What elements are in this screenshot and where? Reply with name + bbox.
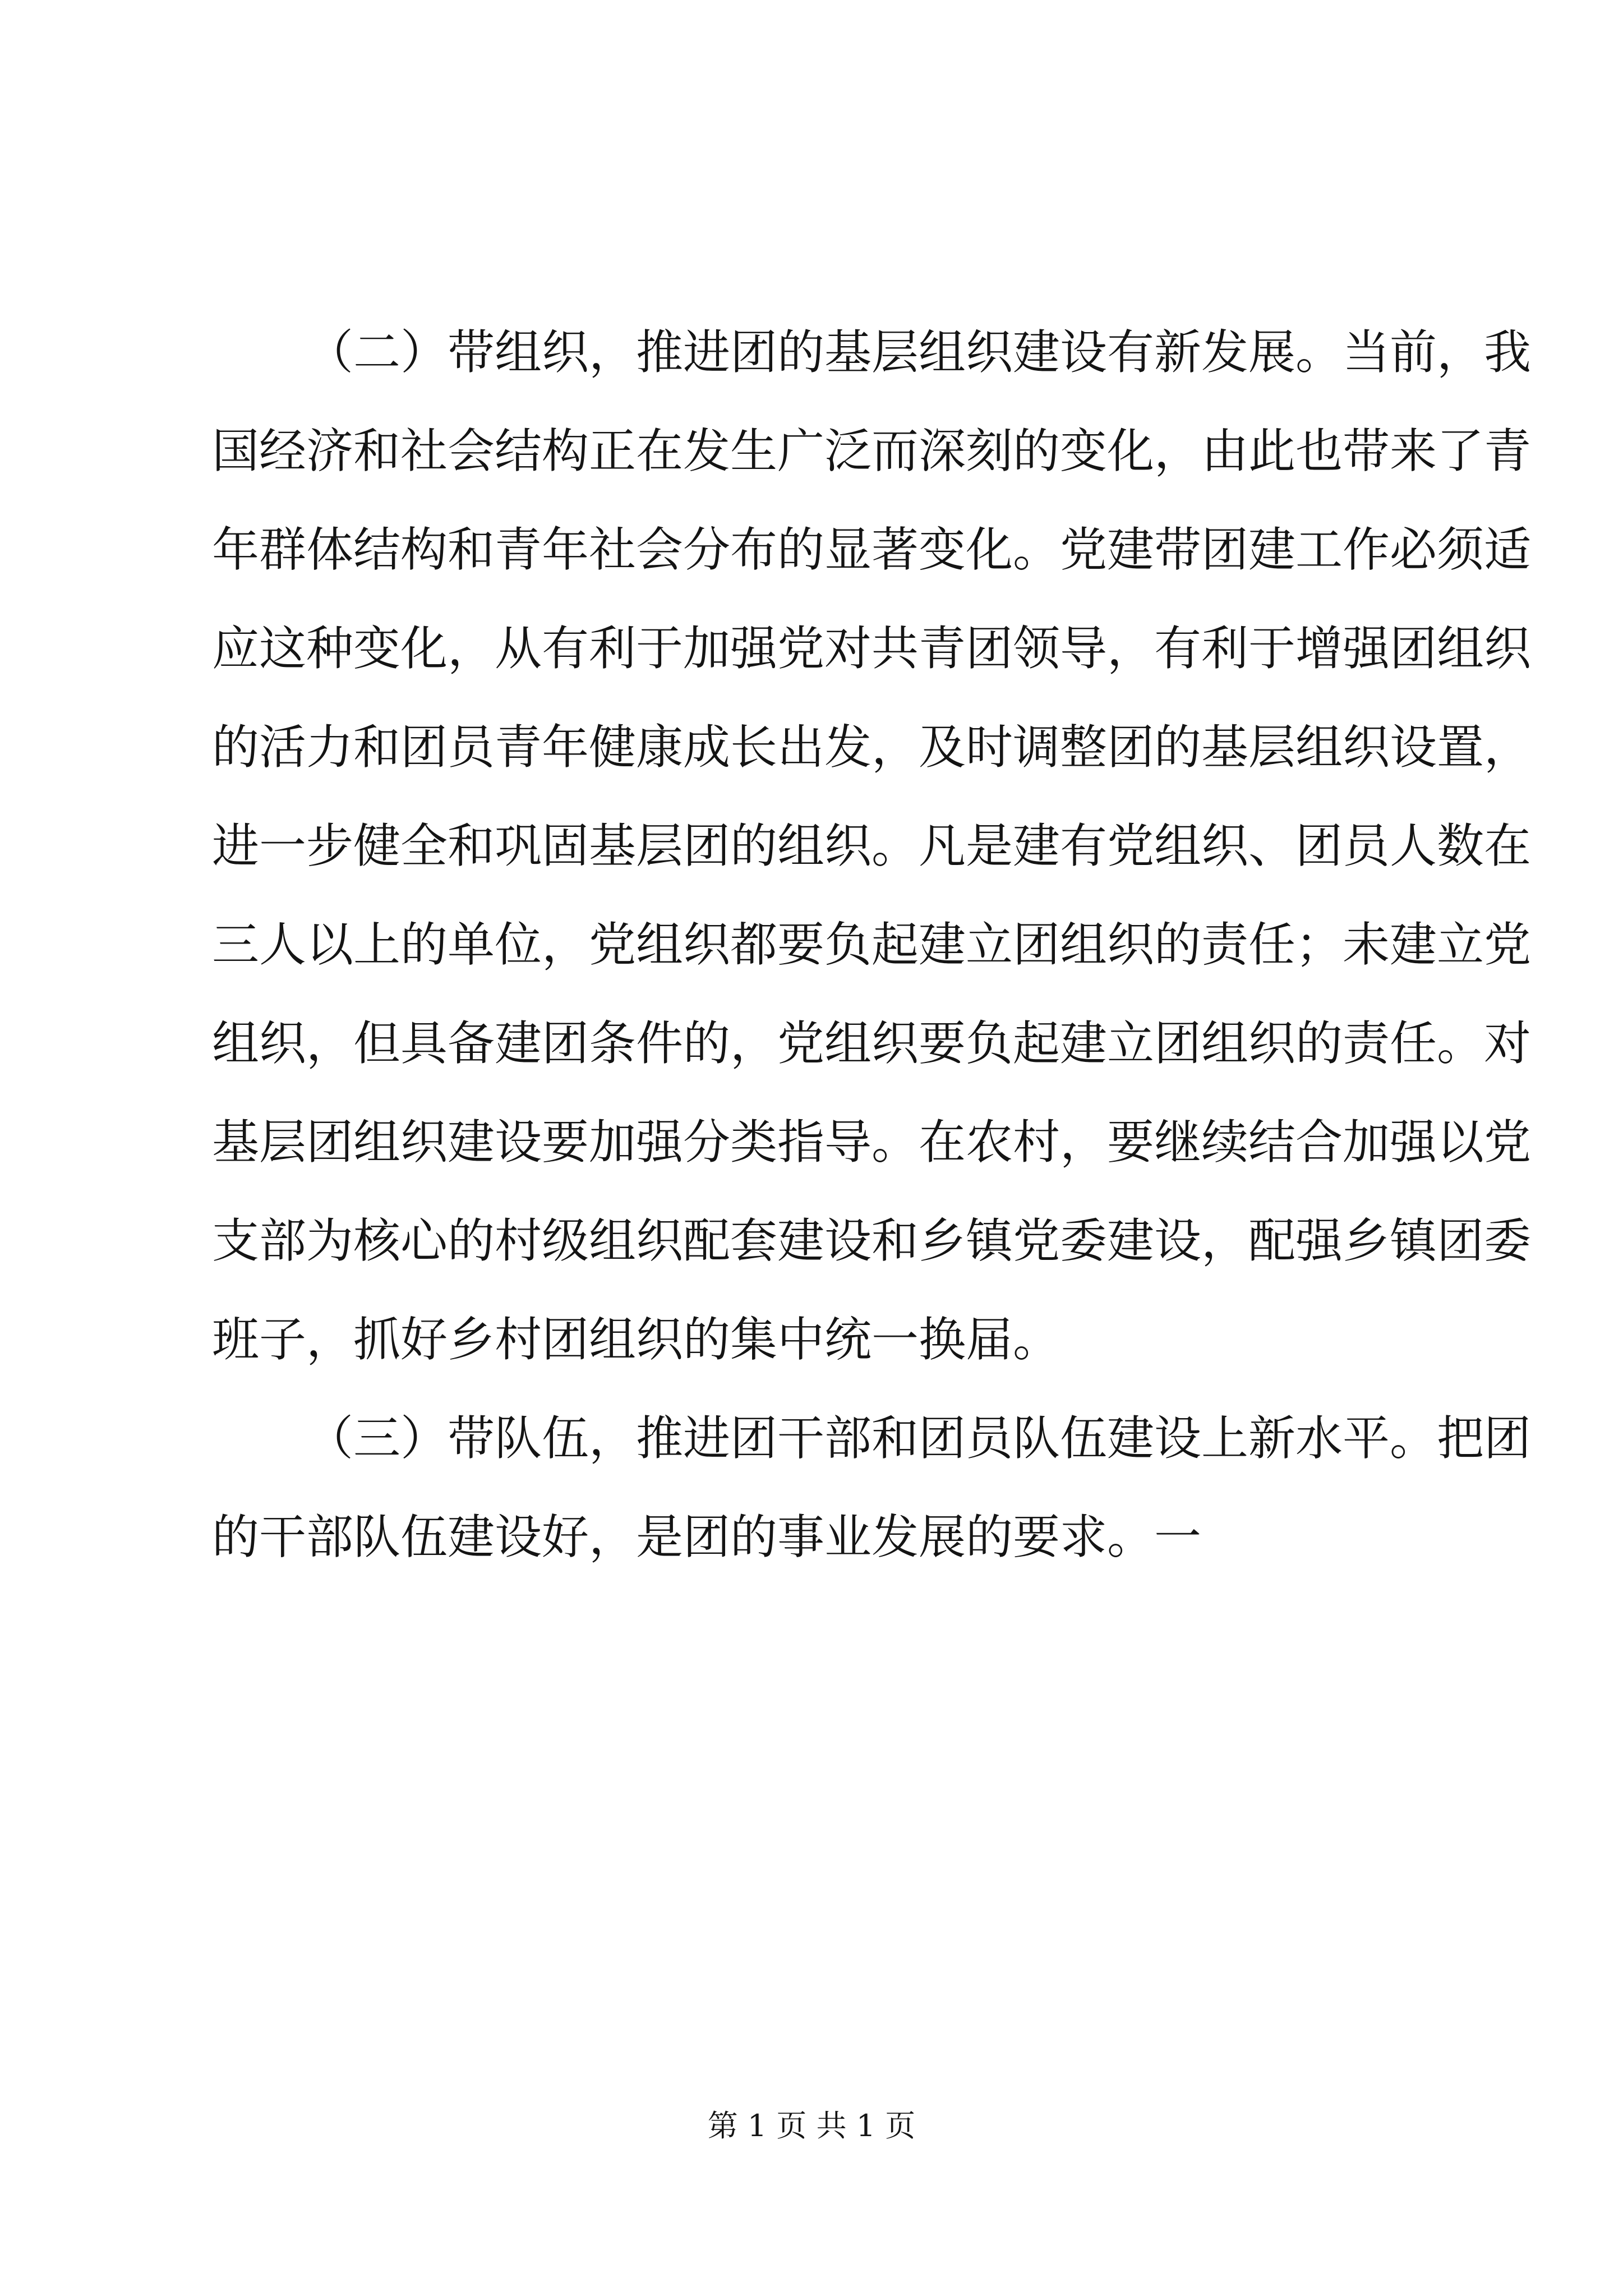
text-line: 的活力和团员青年健康成长出发，及时调整团的基层组织设置， — [212, 720, 1532, 775]
text-line: 进一步健全和巩固基层团的组织。凡是建有党组织、团员人数在 — [212, 818, 1532, 873]
text-line: 基层团组织建设要加强分类指导。在农村，要继续结合加强以党 — [212, 1115, 1532, 1170]
text-line: （二）带组织，推进团的基层组织建设有新发展。当前，我 — [306, 325, 1532, 380]
text-line: 国经济和社会结构正在发生广泛而深刻的变化，由此也带来了青 — [212, 424, 1532, 478]
text-line: 年群体结构和青年社会分布的显著变化。党建带团建工作必须适 — [212, 522, 1532, 577]
page-footer — [0, 2104, 1623, 2148]
page-number: 第 1 页 共 1 页 — [707, 2108, 916, 2143]
document-body — [212, 303, 1532, 1586]
paragraph-section-3 — [212, 1389, 1532, 1586]
text-line: 班子，抓好乡村团组织的集中统一换届。 — [212, 1312, 1061, 1367]
text-line: 应这种变化，从有利于加强党对共青团领导，有利于增强团组织 — [212, 621, 1532, 676]
text-line: 组织，但具备建团条件的，党组织要负起建立团组织的责任。对 — [212, 1016, 1532, 1071]
text-line: 的干部队伍建设好，是团的事业发展的要求。一 — [212, 1510, 1202, 1565]
paragraph-section-2 — [212, 303, 1532, 1389]
text-line: （三）带队伍，推进团干部和团员队伍建设上新水平。把团 — [306, 1411, 1532, 1466]
text-line: 三人以上的单位，党组织都要负起建立团组织的责任；未建立党 — [212, 917, 1532, 972]
text-line: 支部为核心的村级组织配套建设和乡镇党委建设，配强乡镇团委 — [212, 1213, 1532, 1268]
